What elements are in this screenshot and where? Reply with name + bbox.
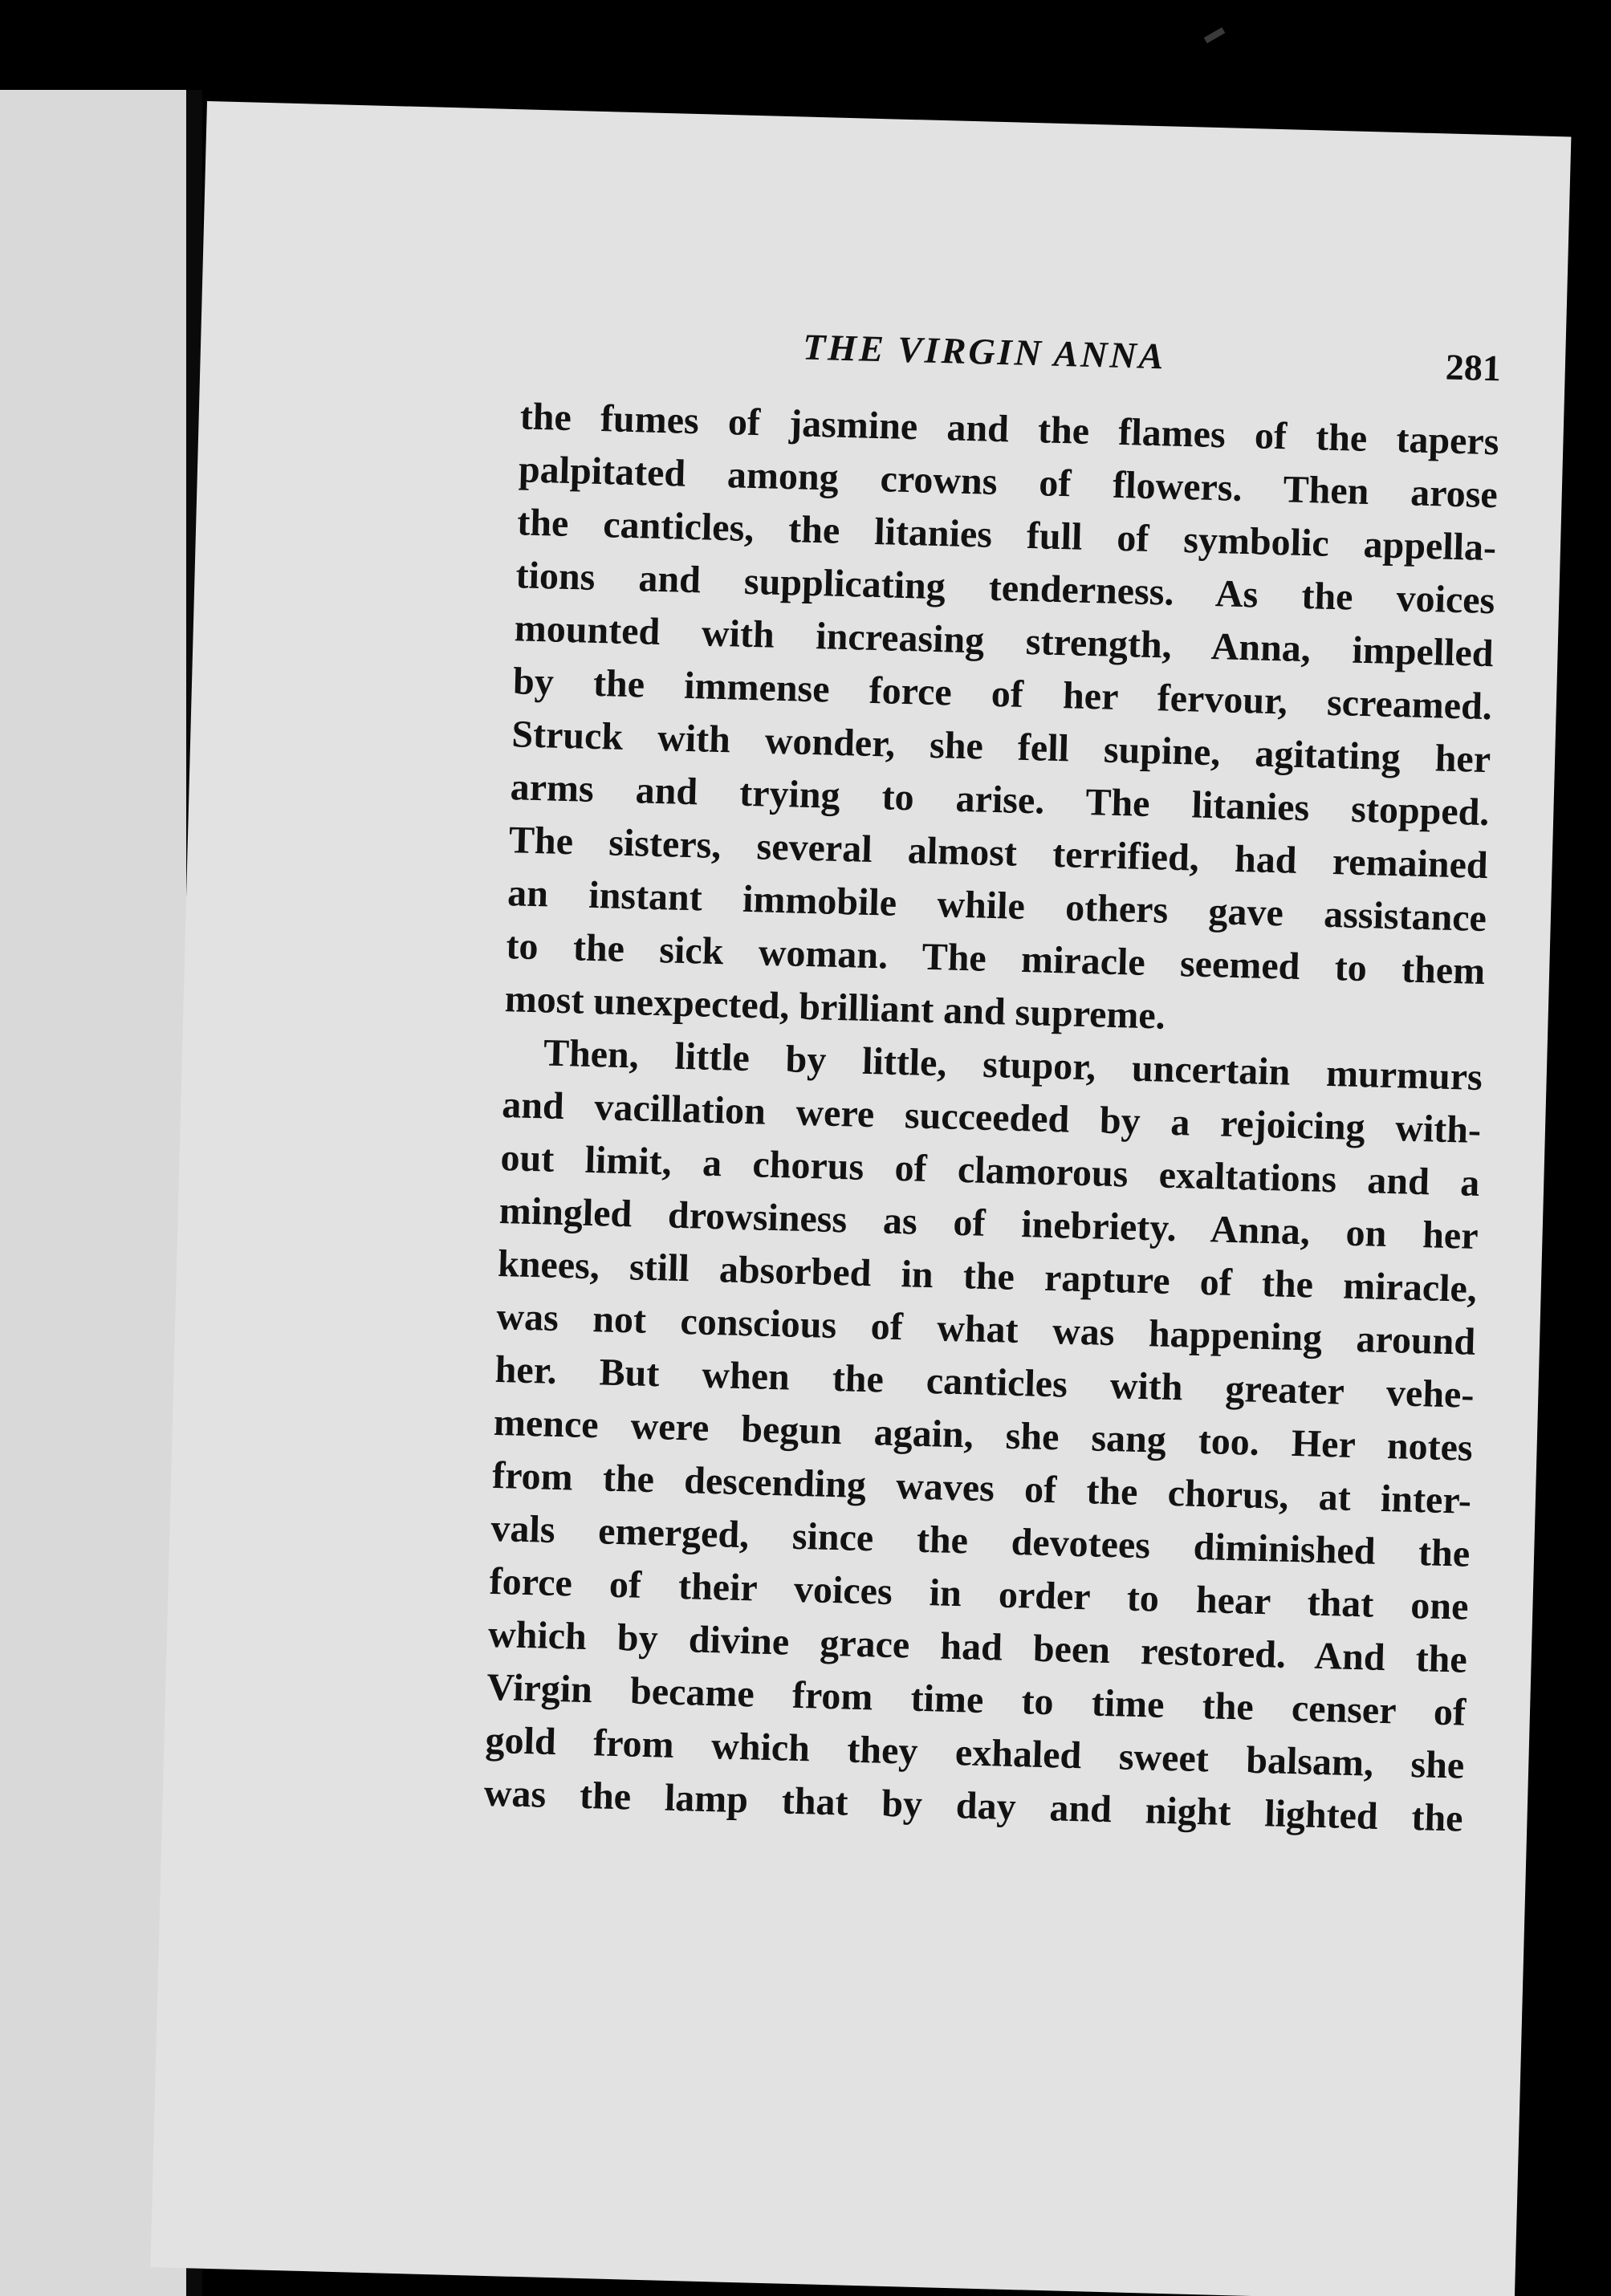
text-line: from the descending waves of the chorus, at inter- <box>491 1453 1472 1522</box>
page-number: 281 <box>1445 346 1502 389</box>
text-line: an instant immobile while others gave assistance <box>506 872 1487 941</box>
text-line: arms and trying to arise. The litanies stopped. <box>510 766 1491 835</box>
text-line: mounted with increasing strength, Anna, impelled <box>514 607 1495 676</box>
text-line: vals emerged, since the devotees diminished the <box>490 1506 1471 1575</box>
text-line: Virgin became from time to time the censer of <box>486 1665 1467 1734</box>
body-text <box>483 390 1499 1845</box>
text-line: and vacillation were succeeded by a rejoicing with- <box>501 1083 1482 1152</box>
text-line: most unexpected, brilliant and supreme. <box>504 977 1166 1038</box>
text-line: to the sick woman. The miracle seemed to them <box>505 924 1486 994</box>
text-line: mence were begun again, she sang too. Her notes <box>493 1400 1474 1469</box>
text-line: which by divine grace had been restored. And the <box>487 1612 1468 1681</box>
scan-artifact <box>1204 27 1226 43</box>
text-line: palpitated among crowns of flowers. Then arose <box>518 448 1499 517</box>
paragraph-2 <box>483 1026 1483 1846</box>
running-head <box>521 318 1501 400</box>
text-line: Then, little by little, stupor, uncertain murmurs <box>543 1031 1483 1099</box>
book-page <box>150 101 1571 2296</box>
text-line: was not conscious of what was happening around <box>495 1294 1476 1363</box>
text-line: was the lamp that by day and night lighted the <box>483 1771 1464 1840</box>
text-line: gold from which they exhaled sweet balsam, she <box>484 1718 1465 1787</box>
text-line: force of their voices in order to hear that one <box>489 1559 1470 1628</box>
text-line: Struck with wonder, she fell supine, agitating her <box>511 713 1491 782</box>
running-head-title: THE VIRGIN ANNA <box>802 326 1167 377</box>
text-line: by the immense force of her fervour, screamed. <box>512 660 1493 729</box>
text-line: out limit, a chorus of clamorous exaltations and a <box>499 1136 1480 1205</box>
text-line: The sisters, several almost terrified, had remained <box>508 819 1489 888</box>
text-line: her. But when the canticles with greater vehe- <box>494 1347 1475 1416</box>
text-line: mingled drowsiness as of inebriety. Anna, on her <box>498 1189 1479 1258</box>
text-line: tions and supplicating tenderness. As the voices <box>515 554 1495 623</box>
text-line: the fumes of jasmine and the flames of the tapers <box>519 395 1500 464</box>
text-line: knees, still absorbed in the rapture of the miracle, <box>497 1241 1478 1311</box>
paragraph-1 <box>504 390 1499 1051</box>
text-line: the canticles, the litanies full of symbolic appella- <box>516 501 1497 570</box>
